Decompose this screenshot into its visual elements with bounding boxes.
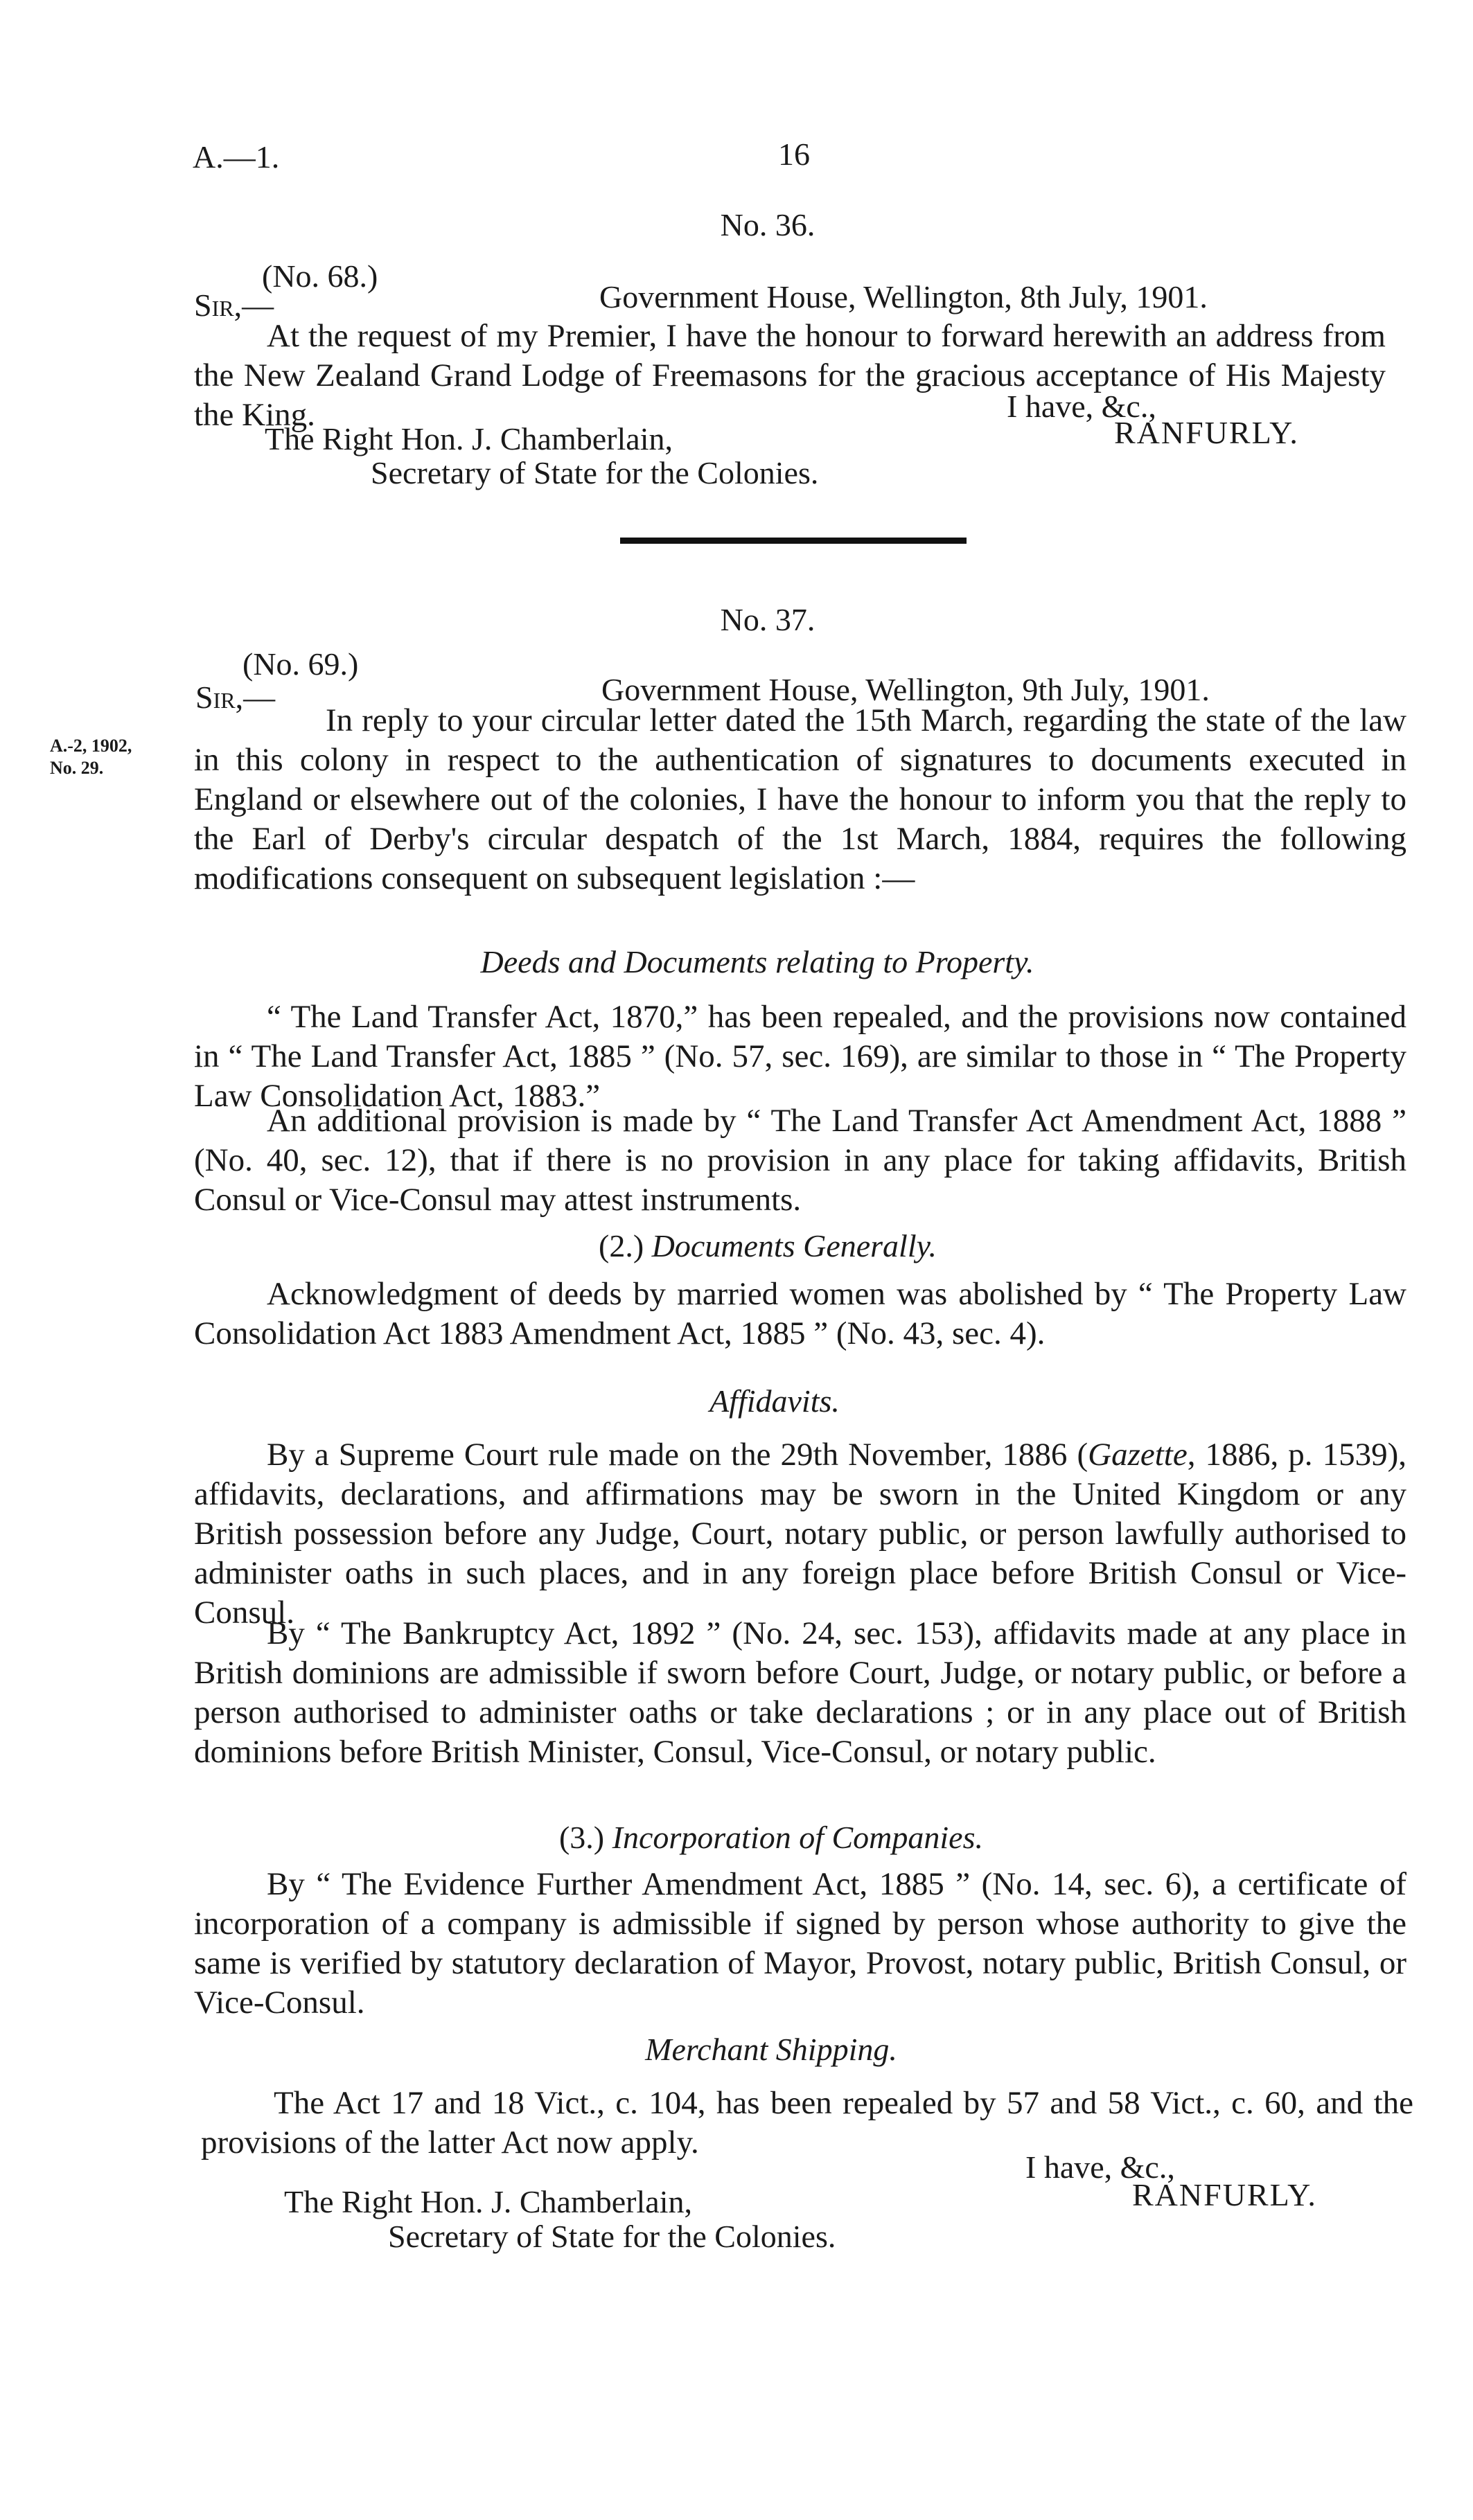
letter-36-place-date: Government House, Wellington, 8th July, 1901. — [599, 279, 1208, 314]
affidavits-paragraph-1 — [194, 1435, 1406, 1633]
letter-36-closing: I have, &c., — [1007, 389, 1156, 424]
affidavits-p1-part-a: By a Supreme Court rule made on the 29th November, 1886 ( — [267, 1437, 1088, 1473]
shipping-paragraph-1: The Act 17 and 18 Vict., c. 104, has been repealed by 57 and 58 Vict., c. 60, and the provisions of the latter Act now apply. — [201, 2085, 1413, 2160]
margin-note-reference-line1: A.-2, 1902, — [50, 736, 132, 756]
deeds-paragraph-2: An additional provision is made by “ The Land Transfer Act Amendment Act, 1888 ” (No. 40, sec. 12), that if there is no provision in any place for taking affidavits, British Consul or Vice-Consul may attest instruments. — [194, 1103, 1406, 1218]
page-number: 16 — [778, 136, 810, 172]
letter-37-number: No. 37. — [720, 602, 815, 637]
letter-36-body: At the request of my Premier, I have the honour to forward herewith an address from the New Zealand Grand Lodge of Freemasons for the gracious acceptance of His Majesty the King. — [194, 318, 1386, 433]
letter-37-intro: In reply to your circular letter dated the 15th March, regarding the state of the law in this colony in respect to the authentication of signatures to documents executed in England or elsewhere out of the colonies, I have the honour to inform you that the reply to the Earl of Derby's circular despatch of the 1st March, 1884, requires the following modifications consequent on subsequent legislation :— — [194, 702, 1406, 896]
page-reference: A.—1. — [193, 139, 280, 175]
affidavits-paragraph-2: By “ The Bankruptcy Act, 1892 ” (No. 24, sec. 153), affidavits made at any place in British dominions are admissible if sworn before Court, Judge, or notary public, or before a person authorised to administer oaths or take declarations ; or in any place out of British dominions before British Minister, Consul, Vice-Consul, or notary public. — [194, 1615, 1406, 1770]
letter-36-signature: RANFURLY. — [1114, 415, 1299, 450]
documents-heading-number: (2.) — [599, 1228, 644, 1263]
letter-36-despatch-number: (No. 68.) — [262, 258, 378, 294]
companies-heading-number: (3.) — [558, 1820, 605, 1855]
section-divider-rule — [620, 538, 967, 544]
letter-37-salutation: Sir,— — [195, 680, 276, 715]
letter-37-addressee-title: Secretary of State for the Colonies. — [388, 2219, 836, 2254]
letter-37-place-date: Government House, Wellington, 9th July, 1901. — [601, 672, 1210, 707]
companies-heading-title: Incorporation of Companies. — [612, 1820, 984, 1855]
documents-heading — [0, 1227, 1473, 1264]
documents-heading-title: Documents Generally. — [651, 1228, 937, 1263]
letter-36-addressee: The Right Hon. J. Chamberlain, — [265, 421, 673, 456]
letter-36-salutation: Sir,— — [194, 287, 274, 323]
letter-36-number: No. 36. — [720, 207, 815, 242]
letter-37-closing: I have, &c., — [1025, 2149, 1175, 2185]
affidavits-p1-gazette: Gazette — [1088, 1437, 1188, 1473]
documents-paragraph-1: Acknowledgment of deeds by married women was abolished by “ The Property Law Consolidation Act 1883 Amendment Act, 1885 ” (No. 43, sec. 4). — [194, 1276, 1406, 1351]
shipping-heading: Merchant Shipping. — [645, 2032, 897, 2067]
letter-36-addressee-title: Secretary of State for the Colonies. — [371, 455, 819, 490]
letter-37-despatch-number: (No. 69.) — [242, 646, 359, 682]
companies-heading — [0, 1819, 1473, 1856]
affidavits-p1-part-b: , 1886, p. 1539), affidavits, declarations, and affirmations may be sworn in the United Kingdom or any British possession before any Judge, Court, notary public, or person lawfully authorised to administer oaths in such places, and in any foreign place before British Consul or Vice-Consul. — [194, 1437, 1407, 1631]
letter-37-addressee: The Right Hon. J. Chamberlain, — [284, 2184, 692, 2219]
companies-paragraph-1: By “ The Evidence Further Amendment Act, 1885 ” (No. 14, sec. 6), a certificate of incorporation of a company is admissible if signed by person whose authority to give the same is verified by statutory declaration of Mayor, Provost, notary public, British Consul, or Vice-Consul. — [194, 1866, 1406, 2021]
deeds-heading: Deeds and Documents relating to Property. — [480, 944, 1034, 979]
margin-note-reference-line2: No. 29. — [50, 758, 104, 778]
affidavits-heading: Affidavits. — [709, 1383, 840, 1419]
deeds-paragraph-1: “ The Land Transfer Act, 1870,” has been repealed, and the provisions now contained in “ The Land Transfer Act, 1885 ” (No. 57, sec. 169), are similar to those in “ The Property Law Consolidation Act, 1883.” — [194, 999, 1406, 1114]
letter-37-signature: RANFURLY. — [1132, 2177, 1317, 2212]
